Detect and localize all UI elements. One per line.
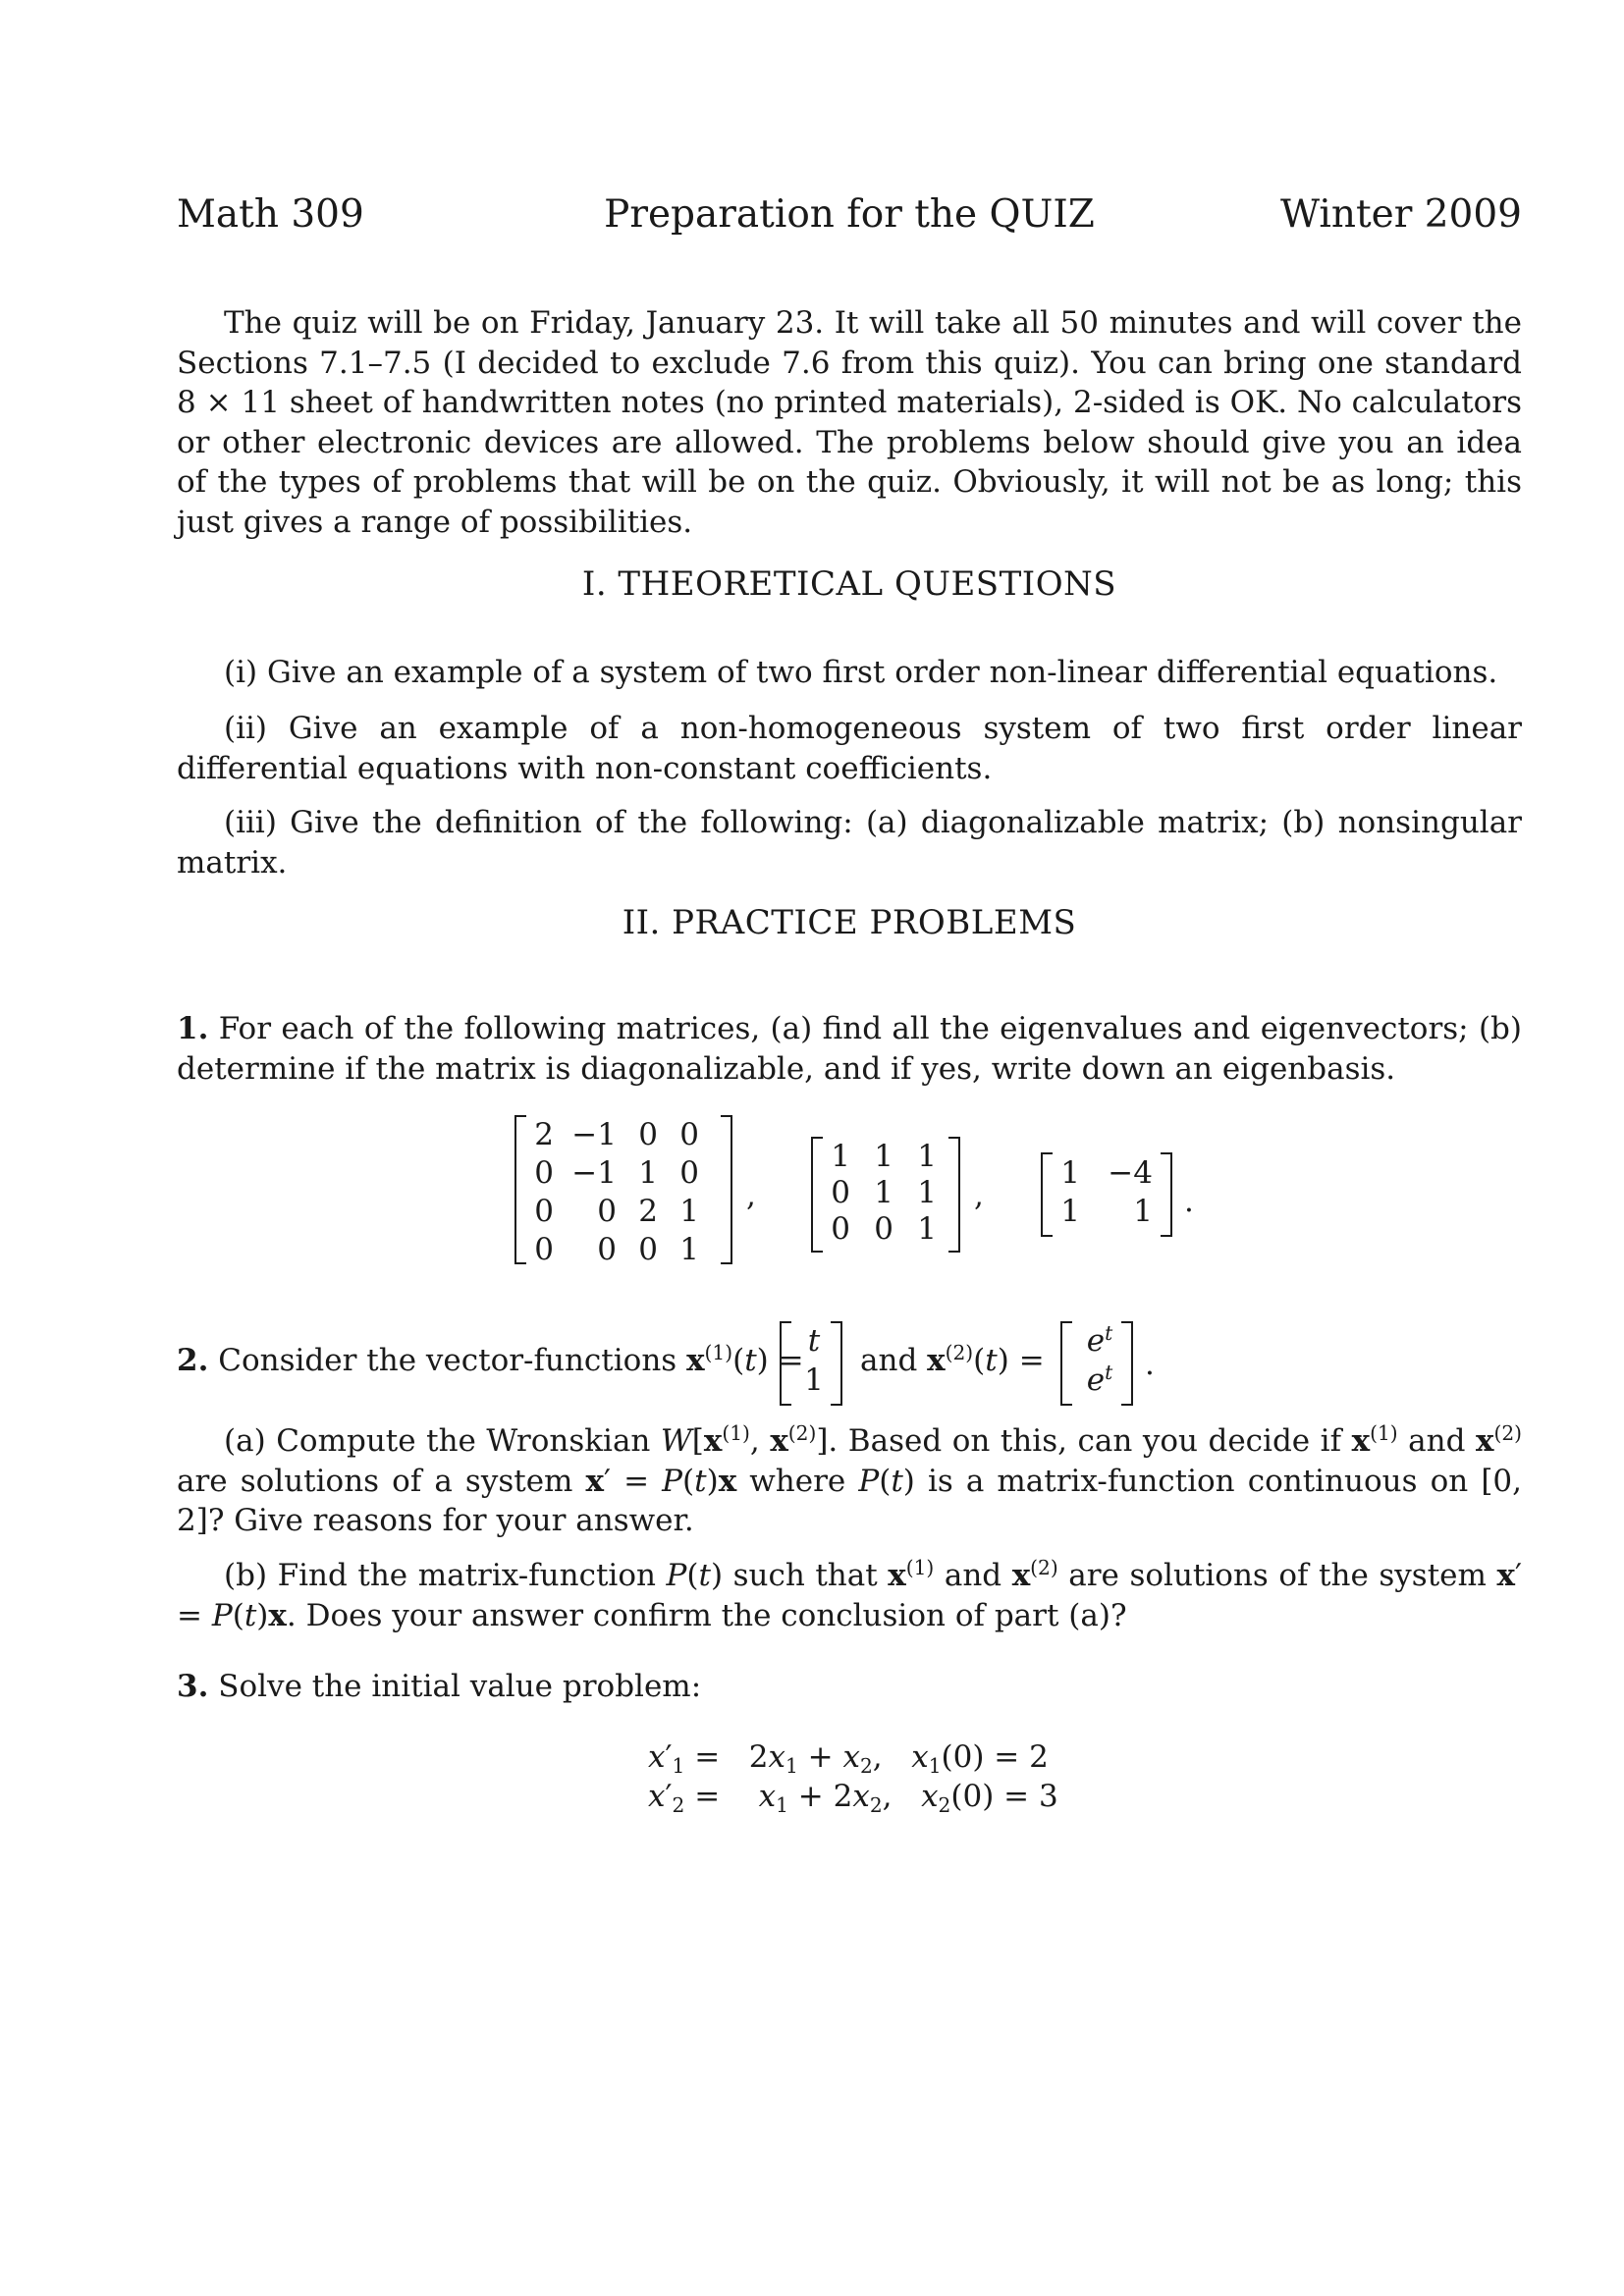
problem-3-number: 3. xyxy=(177,1669,209,1704)
matrix-cell: 0 xyxy=(534,1155,554,1191)
comma: , xyxy=(746,1178,756,1213)
matrix-cell: 1 xyxy=(1060,1194,1080,1229)
matrix-a-right-bracket xyxy=(721,1115,732,1264)
matrix-cell: 1 xyxy=(917,1211,937,1247)
matrix-b-right-bracket xyxy=(948,1137,960,1253)
matrix-cell: 0 xyxy=(597,1194,617,1229)
vector-x2-entry: $e^t$ xyxy=(1086,1320,1113,1359)
vector-x2-left-bracket xyxy=(1060,1321,1072,1406)
matrix-cell: 0 xyxy=(679,1117,699,1152)
term: Winter 2009 xyxy=(1279,192,1522,237)
matrix-cell: 1 xyxy=(638,1155,658,1191)
matrix-cell: 1 xyxy=(679,1194,699,1229)
vector-x2-right-bracket xyxy=(1121,1321,1133,1406)
matrix-b xyxy=(827,1139,937,1247)
problem-2-and: and $x^{(2)}(t)$ = xyxy=(860,1340,1045,1378)
vector-x1-left-bracket xyxy=(780,1321,791,1406)
course-name: Math 309 xyxy=(177,192,364,237)
problem-2b: (b) Find the matrix-function P(t) such that $x^{(1)}$ and $x^{(2)}$ are solutions of the system x′ = P(t)x. Does your answer confirm the conclusion of part (a)? xyxy=(177,1555,1522,1633)
question-iii xyxy=(177,803,1522,882)
matrix-cell: 1 xyxy=(917,1175,937,1210)
problem-2-lead: Consider the vector-functions xyxy=(218,1343,677,1378)
matrix-c-right-bracket xyxy=(1161,1152,1172,1237)
problem-2-number: 2. xyxy=(177,1343,209,1378)
matrix-a xyxy=(530,1117,699,1268)
section-practice-title: II. PRACTICE PROBLEMS xyxy=(622,903,1077,942)
matrix-cell: 0 xyxy=(638,1117,658,1152)
matrix-a-left-bracket xyxy=(514,1115,526,1264)
intro-paragraph xyxy=(177,303,1522,542)
vector-x2 xyxy=(1078,1321,1121,1400)
intro-text: The quiz will be on Friday, January 23. It will take all 50 minutes and will cover the Sections 7.1–7.5 (I decided to exclude 7.6 from this quiz). You can bring one standard 8 × 11 sheet of handwritten notes (no printed materials), 2-sided is OK. No calculators or other electronic devices are allowed. The problems below should give you an idea of the types of problems that will be on the quiz. Obviously, it will not be as long; this just gives a range of possibilities. xyxy=(177,305,1522,540)
matrix-cell: 1 xyxy=(831,1139,850,1174)
problem-3 xyxy=(177,1667,1522,1707)
matrix-cell: 2 xyxy=(534,1117,554,1152)
matrix-cell: 1 xyxy=(1133,1194,1153,1229)
matrix-cell: 0 xyxy=(534,1194,554,1229)
matrix-cell: 1 xyxy=(1060,1155,1080,1191)
matrix-cell: −4 xyxy=(1108,1155,1153,1191)
ivp-system xyxy=(648,1737,1058,1816)
period: . xyxy=(1145,1347,1155,1382)
header xyxy=(177,192,1522,251)
matrix-cell: 0 xyxy=(638,1232,658,1267)
matrix-cell: 0 xyxy=(831,1211,850,1247)
question-i-text: (i) Give an example of a system of two first order non-linear differential equations. xyxy=(224,655,1498,690)
matrix-cell: 0 xyxy=(534,1232,554,1267)
vector-x1-entry: t xyxy=(807,1323,821,1359)
and-word: and xyxy=(860,1343,918,1378)
vector-x1-entry: 1 xyxy=(804,1362,824,1398)
question-ii xyxy=(177,709,1522,788)
matrix-cell: 0 xyxy=(679,1155,699,1191)
question-ii-text: (ii) Give an example of a non-homogeneous system of two first order linear differential equations with non-constant coefficients. xyxy=(177,711,1522,786)
vector-x2-entry: $e^t$ xyxy=(1086,1360,1113,1398)
matrix-c-left-bracket xyxy=(1041,1152,1053,1237)
matrix-cell: 1 xyxy=(874,1139,893,1174)
question-iii-text: (iii) Give the definition of the following: (a) diagonalizable matrix; (b) nonsingular matrix. xyxy=(177,805,1522,881)
problem-2-line: 2. Consider the vector-functions $x^{(1)}(t)$ = xyxy=(177,1340,804,1378)
matrix-cell: 2 xyxy=(638,1194,658,1229)
matrix-c xyxy=(1056,1154,1153,1231)
problem-1 xyxy=(177,1009,1522,1089)
section-theoretical-title: I. THEORETICAL QUESTIONS xyxy=(581,564,1117,604)
problem-3-text: Solve the initial value problem: xyxy=(218,1669,702,1704)
ivp-equation-2: $x'_2$ = $x_1 + 2x_2$, $x_2(0) = 3$ xyxy=(648,1779,1058,1818)
question-i xyxy=(177,653,1522,693)
page-title: Preparation for the QUIZ xyxy=(604,192,1095,237)
ivp-equation-1: $x'_1 = 2x_1 + x_2$, $x_1(0) = 2$ xyxy=(648,1739,1049,1779)
matrix-b-left-bracket xyxy=(811,1137,823,1253)
problem-1-text: For each of the following matrices, (a) find all the eigenvalues and eigenvectors; (b) determine if the matrix is diagonalizable, and if yes, write down an eigenbasis. xyxy=(177,1011,1522,1087)
comma: , xyxy=(974,1178,984,1213)
matrix-cell: 1 xyxy=(917,1139,937,1174)
matrix-cell: −1 xyxy=(571,1155,617,1191)
matrix-cell: 1 xyxy=(874,1175,893,1210)
matrix-cell: 0 xyxy=(831,1175,850,1210)
matrix-cell: 1 xyxy=(679,1232,699,1267)
vector-x1 xyxy=(797,1321,831,1400)
period: . xyxy=(1184,1184,1194,1219)
problem-2a: (a) Compute the Wronskian $W[x^{(1)}$, $x^{(2)}$]. Based on this, can you decide if $x^{(1)}$ and $x^{(2)}$ are solutions of a system x′ = P(t)x where P(t) is a matrix-function continuous on [0, 2]? Give reasons for your answer. xyxy=(177,1420,1522,1538)
vector-x1-right-bracket xyxy=(831,1321,842,1406)
problem-1-number: 1. xyxy=(177,1011,209,1046)
matrix-cell: −1 xyxy=(571,1117,617,1152)
matrix-cell: 0 xyxy=(874,1211,893,1247)
matrix-cell: 0 xyxy=(597,1232,617,1267)
